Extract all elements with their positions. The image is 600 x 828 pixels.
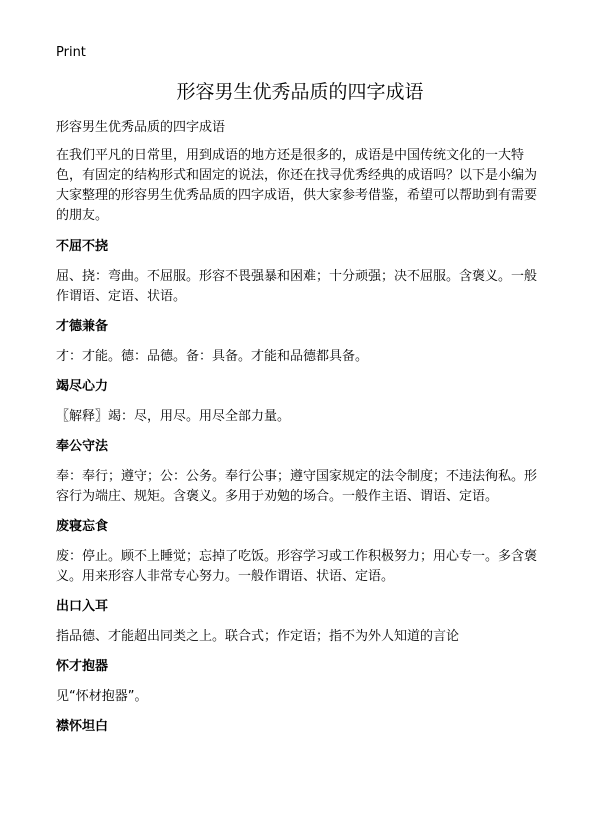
entry-title: 废寝忘食 <box>56 519 109 534</box>
document-title: 形容男生优秀品质的四字成语 <box>176 81 424 103</box>
entry-title: 襟怀坦白 <box>56 719 109 734</box>
intro-paragraph: 在我们平凡的日常里，用到成语的地方还是很多的，成语是中国传统文化的一大特色，有固定的结构形式和固定的说法，你还在找寻优秀经典的成语吗？以下是小编为大家整理的形容男生优秀品质的四字成语，供大家参考借鉴，希望可以帮助到有需要的朋友。 <box>56 148 538 223</box>
entry-body: 指品德、才能超出同类之上。联合式；作定语；指不为外人知道的言论 <box>56 629 460 644</box>
entry-7 <box>56 657 546 707</box>
entry-body: 见“怀材抱器”。 <box>56 689 148 704</box>
entry-6 <box>56 597 546 647</box>
entry-body: 才：才能。德：品德。备：具备。才能和品德都具备。 <box>56 349 369 364</box>
entry-title: 出口入耳 <box>56 599 109 614</box>
entry-1 <box>56 237 546 307</box>
entry-body: 屈、挠：弯曲。不屈服。形容不畏强暴和困难；十分顽强；决不屈服。含褒义。一般作谓语、定语、状语。 <box>56 269 538 304</box>
entry-body: 〖解释〗竭：尽，用尽。用尽全部力量。 <box>56 409 291 424</box>
subtitle: 形容男生优秀品质的四字成语 <box>56 120 226 135</box>
print-label: Print <box>56 45 86 60</box>
entry-title: 才德兼备 <box>56 319 109 334</box>
entry-2 <box>56 317 546 367</box>
entry-title: 怀才抱器 <box>56 659 109 674</box>
entry-4 <box>56 437 546 507</box>
entry-title: 竭尽心力 <box>56 379 109 394</box>
entry-8 <box>56 717 546 737</box>
entry-title: 不屈不挠 <box>56 239 109 254</box>
document-content <box>56 118 546 747</box>
entry-body: 奉：奉行；遵守；公：公务。奉行公事；遵守国家规定的法令制度；不违法徇私。形容行为端庄、规矩。含褒义。多用于劝勉的场合。一般作主语、谓语、定语。 <box>56 469 538 504</box>
entry-3 <box>56 377 546 427</box>
entry-5 <box>56 517 546 587</box>
entry-title: 奉公守法 <box>56 439 109 454</box>
entry-body: 废：停止。顾不上睡觉；忘掉了吃饭。形容学习或工作积极努力；用心专一。多含褒义。用来形容人非常专心努力。一般作谓语、状语、定语。 <box>56 549 538 584</box>
